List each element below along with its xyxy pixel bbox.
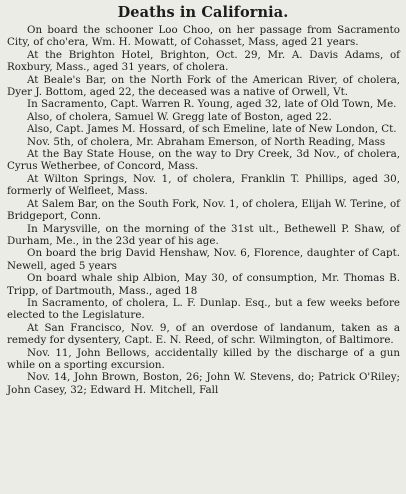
- obituary-entry: At San Francisco, Nov. 9, of an overdose of landanum, taken as a remedy for dysentery, Capt. E. N. Reed, of schr. Wilmington, of Baltimore.: [7, 321, 400, 347]
- obituary-entry: At Salem Bar, on the South Fork, Nov. 1, of cholera, Elijah W. Terine, of Bridgeport, Conn.: [7, 197, 400, 223]
- obituary-entry: At the Brighton Hotel, Brighton, Oct. 29, Mr. A. Davis Adams, of Roxbury, Mass., aged 31 years, of cholera.: [7, 48, 400, 74]
- obituary-entry: At the Bay State House, on the way to Dry Creek, 3d Nov., of cholera, Cyrus Wetherbee, of Concord, Mass.: [7, 148, 400, 173]
- obituary-entry: On board the schooner Loo Choo, on her passage from Sacramento City, of cho'era, Wm. H. Mowatt, of Cohasset, Mass, aged 21 years.: [7, 24, 400, 49]
- obituary-entry: In Marysville, on the morning of the 31st ult., Bethewell P. Shaw, of Durham, Me., in the 23d year of his age.: [7, 222, 400, 247]
- obituary-column: [0, 24, 406, 396]
- obituary-entry: Nov. 14, John Brown, Boston, 26; John W. Stevens, do; Patrick O'Riley; John Casey, 32; Edward H. Mitchell, Fall: [7, 371, 400, 396]
- obituary-entry: Nov. 11, John Bellows, accidentally killed by the discharge of a gun while on a sporting excursion.: [7, 346, 400, 371]
- obituary-entry: At Wilton Springs, Nov. 1, of cholera, Franklin T. Phillips, aged 30, formerly of Welfleet, Mass.: [7, 172, 400, 198]
- obituary-entry: In Sacramento, Capt. Warren R. Young, aged 32, late of Old Town, Me.: [27, 98, 397, 111]
- obituary-entry: In Sacramento, of cholera, L. F. Dunlap. Esq., but a few weeks before elected to the Legislature.: [7, 296, 400, 322]
- obituary-entry: Also, of cholera, Samuel W. Gregg late of Boston, aged 22.: [27, 110, 332, 123]
- headline: Deaths in California.: [117, 4, 289, 21]
- obituary-entry: Also, Capt. James M. Hossard, of sch Emeline, late of New London, Ct.: [27, 123, 397, 136]
- obituary-entry: At Beale's Bar, on the North Fork of the American River, of cholera, Dyer J. Bottom, aged 22, the deceased was a native of Orwell, Vt.: [7, 73, 400, 99]
- obituary-entry: Nov. 5th, of cholera, Mr. Abraham Emerson, of North Reading, Mass: [27, 135, 386, 148]
- obituary-entry: On board whale ship Albion, May 30, of consumption, Mr. Thomas B. Tripp, of Dartmouth, Mass., aged 18: [7, 272, 400, 297]
- obituary-entry: On board the brig David Henshaw, Nov. 6, Florence, daughter of Capt. Newell, aged 5 years: [7, 247, 400, 272]
